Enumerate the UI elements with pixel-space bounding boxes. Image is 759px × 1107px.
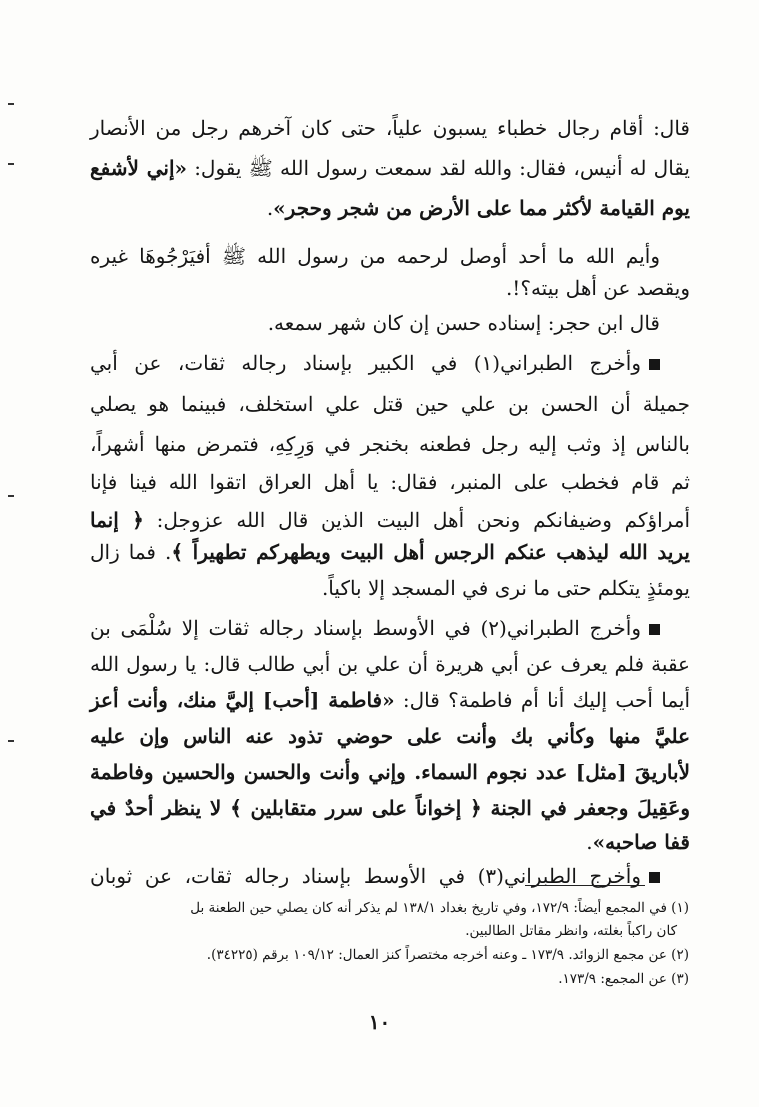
line-text: عقبة فلم يعرف عن أبي هريرة أن علي بن أبي طالب قال: يا رسول الله bbox=[90, 652, 690, 676]
square-bullet-icon bbox=[649, 872, 660, 883]
line-text: يقال له أنيس، فقال: والله لقد سمعت رسول الله ﷺ يقول: bbox=[187, 156, 690, 180]
bold-quote-text: يريد الله ليذهب عنكم الرجس أهل البيت ويطهركم تطهيراً ﴾ bbox=[171, 540, 690, 564]
line-text: . bbox=[266, 196, 274, 220]
line-text: قال ابن حجر: إسناده حسن إن كان شهر سمعه. bbox=[267, 311, 660, 335]
footnote-separator bbox=[525, 885, 645, 886]
text-line bbox=[90, 148, 690, 188]
line-text: ويقصد عن أهل بيته؟!. bbox=[505, 276, 690, 300]
scan-mark bbox=[8, 740, 14, 742]
square-bullet-icon bbox=[649, 359, 660, 370]
line-text: وأخرج الطبراني(١) في الكبير بإسناد رجاله ثقات، عن أبي bbox=[90, 351, 641, 375]
bold-quote-text: ﴿ إنما bbox=[90, 508, 144, 532]
bold-quote-text: يوم القيامة لأكثر مما على الأرض من شجر وحجر» bbox=[273, 196, 690, 220]
page-number: ١٠ bbox=[368, 1010, 391, 1034]
text-line bbox=[90, 303, 660, 343]
text-line bbox=[90, 384, 690, 424]
line-text: وأخرج الطبراني(٣) في الأوسط بإسناد رجاله ثقات، عن ثوبان bbox=[90, 864, 641, 888]
line-text: أيما أحب إليك أنا أم فاطمة؟ قال: bbox=[394, 688, 691, 712]
text-line bbox=[90, 680, 690, 720]
scan-mark bbox=[8, 103, 14, 105]
text-line bbox=[90, 462, 690, 502]
bold-quote-text: وعَقِيلَ وجعفر في الجنة ﴿ إخواناً على سرر متقابلين ﴾ لا ينظر أحدٌ في bbox=[90, 796, 690, 820]
line-text: ثم قام فخطب على المنبر، فقال: يا أهل العراق اتقوا الله فينا فإنا bbox=[90, 470, 690, 494]
footnote: (١) في المجمع أيضاً: ١٧٢/٩، وفي تاريخ بغداد ١٣٨/١ لم يذكر أنه كان يصلي حين الطعنة بل bbox=[190, 900, 689, 916]
bold-quote-text: «فاطمة [أحب] إليَّ منك، وأنت أعز bbox=[90, 688, 395, 712]
line-text: . فما زال bbox=[90, 540, 172, 564]
text-line bbox=[90, 644, 690, 684]
line-text: وأيم الله ما أحد أوصل لرحمه من رسول الله ﷺ أفيَرْجُوهَا غيره bbox=[90, 244, 660, 268]
square-bullet-icon bbox=[649, 624, 660, 635]
text-line bbox=[90, 268, 690, 308]
text-line bbox=[90, 188, 690, 228]
text-line bbox=[90, 108, 690, 148]
paragraph-start bbox=[90, 343, 660, 383]
text-line bbox=[90, 532, 690, 572]
bold-quote-text: عليَّ منها وكأني بك وأنت على حوضي تذود عنه الناس وإن عليه bbox=[90, 724, 690, 748]
footnote: (٢) عن مجمع الزوائد. ١٧٣/٩ ـ وعنه أخرجه مختصراً كنز العمال: ١٠٩/١٢ برقم (٣٤٢٢٥). bbox=[206, 947, 689, 963]
line-text: أمراؤكم وضيفانكم ونحن أهل البيت الذين قال الله عزوجل: bbox=[143, 508, 690, 532]
scan-mark bbox=[8, 495, 14, 497]
bold-quote-text: «إني لأشفع bbox=[90, 156, 188, 180]
bold-quote-text: لأباريقَ [مثل] عدد نجوم السماء. وإني وأنت والحسن والحسين وفاطمة bbox=[90, 760, 690, 784]
line-text: قال: أقام رجال خطباء يسبون علياً، حتى كان آخرهم رجل من الأنصار bbox=[90, 116, 690, 140]
paragraph-start bbox=[90, 856, 660, 896]
text-line bbox=[90, 568, 690, 608]
text-line bbox=[90, 424, 690, 464]
scan-mark bbox=[8, 163, 14, 165]
paragraph-start bbox=[90, 608, 660, 648]
line-text: جميلة أن الحسن بن علي حين قتل علي استخلف، فبينما هو يصلي bbox=[90, 392, 690, 416]
line-text: . bbox=[586, 830, 593, 854]
text-line bbox=[90, 752, 690, 792]
line-text: بالناس إذ وثب إليه رجل فطعنه بخنجر في وَرِكِهِ، فتمرض منها أشهراً، bbox=[90, 432, 690, 456]
text-line bbox=[90, 716, 690, 756]
footnote-continuation: كان راكباً بغلته، وانظر مقاتل الطالبين. bbox=[465, 923, 677, 939]
footnote: (٣) عن المجمع: ١٧٣/٩. bbox=[558, 971, 689, 987]
line-text: وأخرج الطبراني(٢) في الأوسط بإسناد رجاله ثقات إلا سُلْمَى بن bbox=[90, 616, 641, 640]
line-text: يومئذٍ يتكلم حتى ما نرى في المسجد إلا باكياً. bbox=[321, 576, 690, 600]
bold-quote-text: قفا صاحبه» bbox=[592, 830, 690, 854]
